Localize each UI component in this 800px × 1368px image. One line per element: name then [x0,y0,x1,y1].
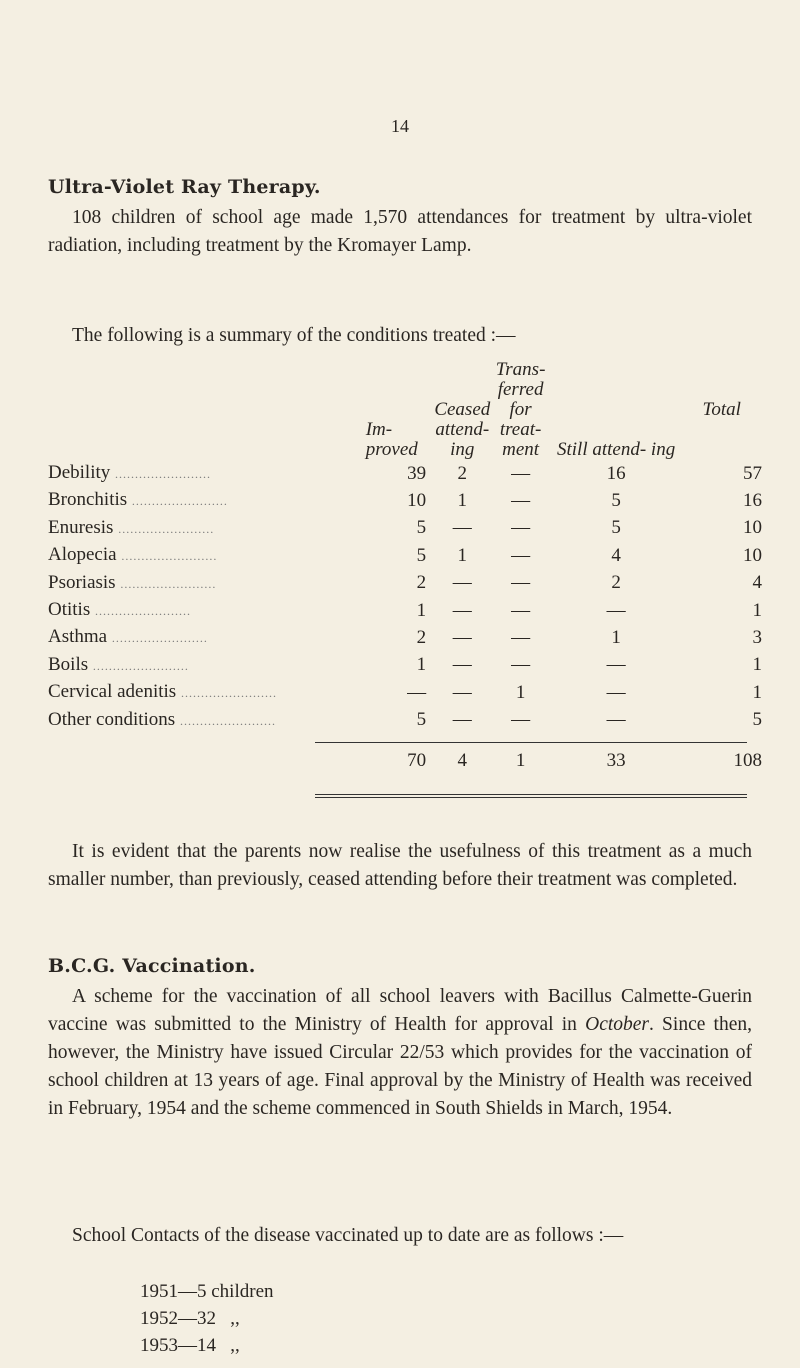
table-cell: 1 [416,599,427,621]
table-row [48,515,762,542]
leader-dots: ........................ [120,576,217,591]
leader-dots: ........................ [179,713,276,728]
table-cell: — [511,572,531,594]
table-row [48,542,762,569]
table-cell: — [606,599,626,621]
condition-label [48,542,350,569]
condition-name: Alopecia [48,544,117,566]
table-cell: — [511,462,531,484]
double-rule [315,794,747,798]
leader-dots: ........................ [121,549,218,564]
condition-label [48,487,350,514]
col-improved: Im- proved [365,419,418,460]
condition-name: Boils [48,653,89,675]
table-cell: 5 [416,517,427,539]
table-cell: — [452,681,472,703]
table-cell: 10 [743,517,762,539]
col-still-attending: Still attend- ing [557,439,676,460]
bcg-text-a: A scheme for the vaccination of all school leavers with Bacillus Calmette-Guerin vaccine was submitted to the Ministry of Health for approval in [48,986,752,1035]
col-ceased: Ceased attend- ing [434,399,491,460]
table-cell: 2 [416,572,427,594]
list-item: 1951—5 children [140,1281,274,1302]
condition-label [48,652,350,679]
condition-label [48,707,350,734]
table-cell: — [511,517,531,539]
total-cell: 1 [515,750,526,772]
condition-name: Cervical adenitis [48,681,177,703]
table-cell: 2 [611,572,621,594]
table-row [48,679,762,706]
condition-name: Enuresis [48,516,114,538]
condition-name: Other conditions [48,708,176,730]
table-cell: 1 [752,599,762,621]
list-item: 1953—14 ,, [140,1335,240,1356]
table-cell: 10 [743,544,762,566]
table-cell: 1 [752,654,762,676]
leader-dots: ........................ [118,521,215,536]
conclusion-paragraph: It is evident that the parents now realise the usefulness of this treatment as a much smaller number, than previously, ceased attending before their treatment was completed. [48,841,752,890]
leader-dots: ........................ [92,658,189,673]
table-cell: — [407,681,427,703]
bcg-heading: B.C.G. Vaccination. [48,955,256,977]
condition-label [48,679,350,706]
bcg-month: October [585,1014,650,1035]
bcg-paragraph [48,983,752,1123]
table-row [48,597,762,624]
summary-intro: The following is a summary of the conditions treated :— [72,325,516,346]
leader-dots: ........................ [94,604,191,619]
table-cell: 1 [611,626,621,648]
table-cell: 1 [515,681,526,703]
condition-label [48,460,350,487]
page-number: 14 [391,116,409,136]
condition-name: Otitis [48,599,91,621]
condition-label [48,624,350,651]
condition-name: Bronchitis [48,489,128,511]
table-cell: 4 [611,544,621,566]
totals-label-spacer [48,734,350,774]
col-transferred: Trans- ferred for treat- ment [495,359,546,460]
table-cell: 57 [743,462,762,484]
total-cell: 70 [407,750,427,772]
table-cell: — [606,709,626,731]
table-cell: 4 [752,572,762,594]
condition-name: Asthma [48,626,108,648]
table-cell: — [511,654,531,676]
table-cell: — [452,709,472,731]
table-cell: — [511,489,531,511]
table-cell: 5 [611,489,621,511]
table-cell: — [511,709,531,731]
table-cell: 1 [457,489,468,511]
table-cell: 1 [457,544,468,566]
total-cell: 33 [606,750,626,772]
table-cell: — [606,654,626,676]
uv-heading: Ultra-Violet Ray Therapy. [48,176,321,198]
col-total: Total [702,399,741,420]
table-row [48,570,762,597]
leader-dots: ........................ [131,494,228,509]
list-item: 1952—32 ,, [140,1308,240,1329]
total-cell: 4 [457,750,468,772]
contacts-paragraph: School Contacts of the disease vaccinated up to date are as follows :— [72,1225,624,1246]
conditions-table [48,360,762,774]
table-cell: — [452,599,472,621]
condition-label [48,570,350,597]
table-cell: 5 [611,517,621,539]
table-cell: 16 [743,489,762,511]
totals-row [48,734,762,774]
table-cell: — [511,626,531,648]
table-cell: — [452,626,472,648]
condition-label [48,515,350,542]
table-cell: — [452,517,472,539]
table-row [48,487,762,514]
table-cell: 2 [457,462,468,484]
table-cell: 16 [606,462,626,484]
table-cell: — [511,544,531,566]
table-row [48,652,762,679]
table-cell: 10 [407,489,427,511]
total-rule [315,742,747,743]
table-row [48,624,762,651]
leader-dots: ........................ [115,467,212,481]
vaccination-list [140,1278,274,1359]
uv-paragraph: 108 children of school age made 1,570 attendances for treatment by ultra-violet radiation, including treatment by the Kromayer Lamp. [48,207,752,256]
table-cell: — [452,654,472,676]
table-cell: 5 [416,709,427,731]
table-cell: — [452,572,472,594]
leader-dots: ........................ [180,686,277,701]
table-header-row [48,360,762,460]
condition-name: Psoriasis [48,571,116,593]
table-row [48,707,762,734]
table-cell: 3 [752,626,762,648]
table-cell: 39 [407,462,427,484]
bcg-text-b: . Since then, however, the Ministry have issued Circular 22/53 which provides for the vaccination of school children at 13 years of age. Final approval by the Ministry of Health was received in February, 1954 and the scheme commenced in South Shields in March, 1954. [48,1014,752,1119]
total-cell: 108 [733,750,762,772]
table-cell: 1 [752,681,762,703]
leader-dots: ........................ [111,631,208,646]
table-cell: — [511,599,531,621]
table-cell: 2 [416,626,427,648]
condition-name: Debility [48,462,111,483]
table-cell: 1 [416,654,427,676]
condition-label [48,597,350,624]
table-row [48,460,762,487]
table-cell: 5 [752,709,762,731]
table-cell: — [606,681,626,703]
table-cell: 5 [416,544,427,566]
